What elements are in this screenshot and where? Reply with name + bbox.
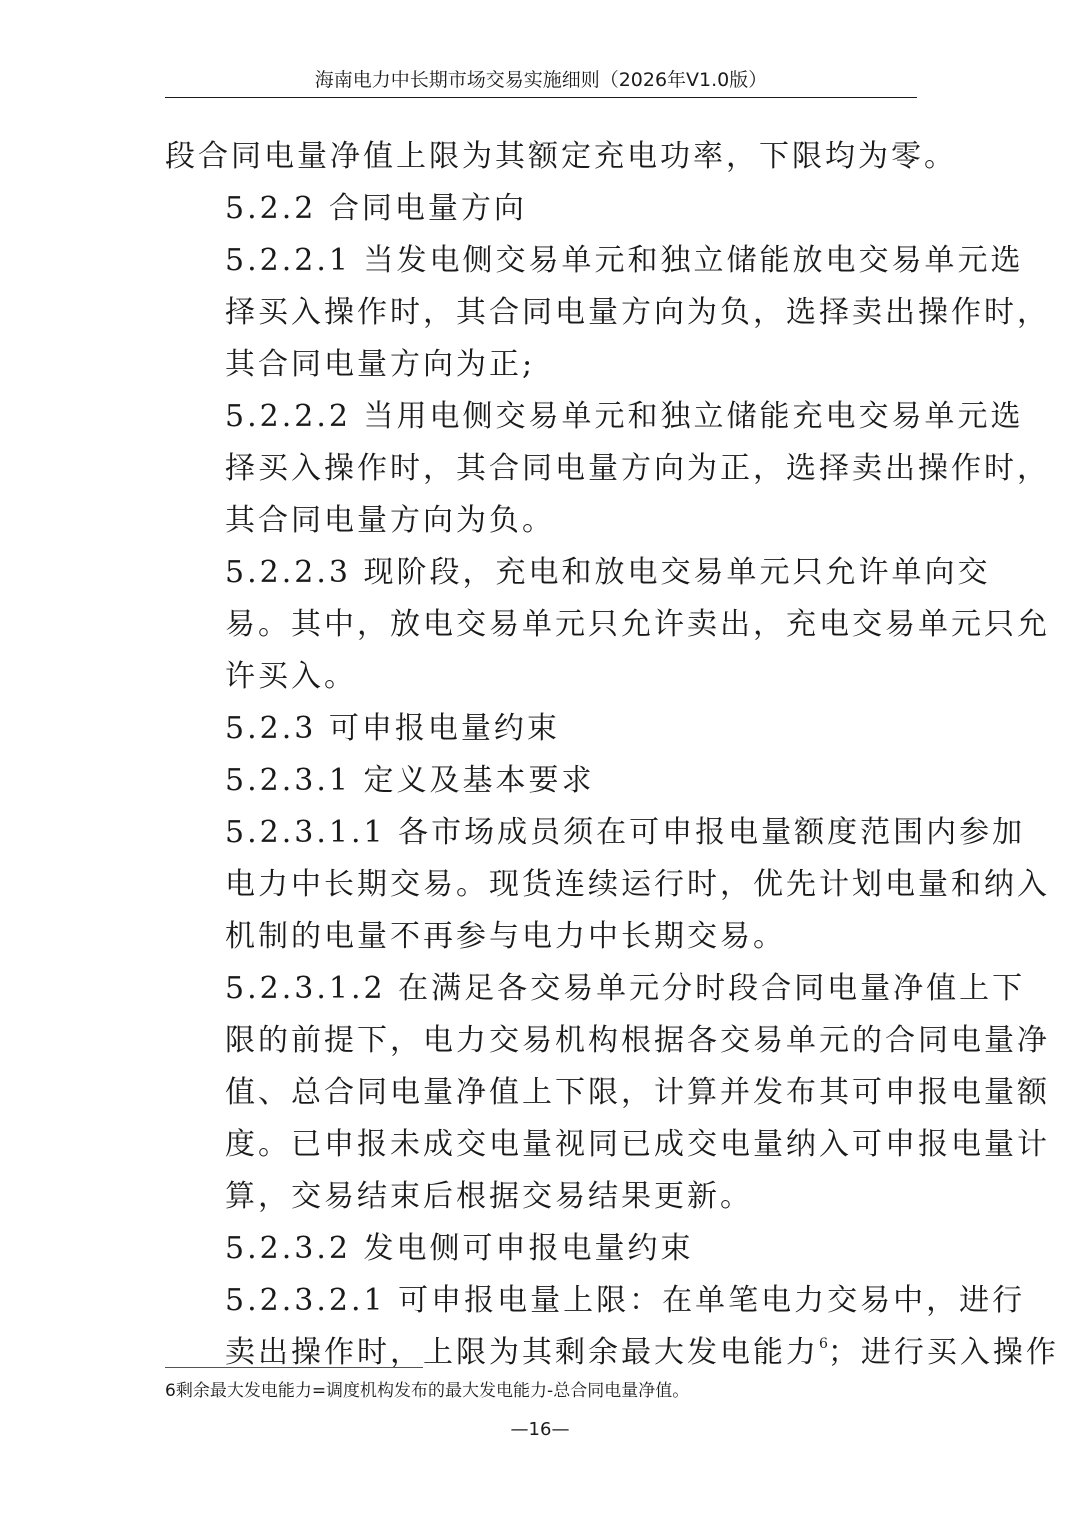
section-heading-5-2-2 — [165, 183, 917, 235]
section-heading-5-2-3-2 — [165, 1223, 917, 1275]
text-line: 算，交易结束后根据交易结果更新。 — [225, 1179, 753, 1214]
footnote: 6剩余最大发电能力=调度机构发布的最大发电能力-总合同电量净值。 — [165, 1381, 690, 1401]
text-line: 择买入操作时，其合同电量方向为正，选择卖出操作时， — [225, 451, 1050, 486]
text-line: 5.2.3 可申报电量约束 — [225, 711, 560, 746]
text-line: 电力中长期交易。现货连续运行时，优先计划电量和纳入 — [225, 867, 1050, 902]
text-line: 5.2.3.1.2 在满足各交易单元分时段合同电量净值上下 — [225, 971, 1026, 1006]
paragraph-5-2-2-1 — [165, 235, 1050, 391]
paragraph-5-2-3-2-1 — [165, 1275, 1059, 1379]
page-number: —16— — [510, 1419, 570, 1440]
text-line: 许买入。 — [225, 659, 357, 694]
paragraph-5-2-3-1-1 — [165, 807, 1050, 963]
text-line: 段合同电量净值上限为其额定充电功率，下限均为零。 — [165, 139, 957, 174]
running-header: 海南电力中长期市场交易实施细则（2026年V1.0版） — [314, 69, 768, 91]
text-line — [165, 1327, 1059, 1379]
text-line: 5.2.3.2.1 可申报电量上限：在单笔电力交易中，进行 — [225, 1283, 1026, 1318]
text-line: 限的前提下，电力交易机构根据各交易单元的合同电量净 — [225, 1023, 1050, 1058]
text-line: 机制的电量不再参与电力中长期交易。 — [225, 919, 786, 954]
text-line: 5.2.2.1 当发电侧交易单元和独立储能放电交易单元选 — [225, 243, 1024, 278]
text-line: 5.2.2.2 当用电侧交易单元和独立储能充电交易单元选 — [225, 399, 1024, 434]
footnote-divider — [165, 1367, 423, 1368]
text-line: 其合同电量方向为正; — [225, 347, 536, 382]
text-line: 5.2.3.1 定义及基本要求 — [225, 763, 595, 798]
text-line: 其合同电量方向为负。 — [225, 503, 555, 538]
paragraph-5-2-3-1-2 — [165, 963, 1050, 1223]
footnote-reference[interactable]: 6 — [819, 1336, 828, 1352]
paragraph-5-2-2-2 — [165, 391, 1050, 547]
text-line: 择买入操作时，其合同电量方向为负，选择卖出操作时， — [225, 295, 1050, 330]
text-line: 易。其中，放电交易单元只允许卖出，充电交易单元只允 — [225, 607, 1050, 642]
paragraph-continuation — [165, 131, 957, 183]
text-line: 值、总合同电量净值上下限，计算并发布其可申报电量额 — [225, 1075, 1050, 1110]
text-line: 5.2.2 合同电量方向 — [225, 191, 527, 226]
paragraph-5-2-2-3 — [165, 547, 1050, 703]
body-text — [165, 131, 1059, 1379]
section-heading-5-2-3 — [165, 703, 917, 755]
text-line: 5.2.2.3 现阶段，充电和放电交易单元只允许单向交 — [225, 555, 991, 590]
text-segment: 卖出操作时，上限为其剩余最大发电能力 — [225, 1335, 819, 1370]
section-heading-5-2-3-1 — [165, 755, 917, 807]
text-line: 度。已申报未成交电量视同已成交电量纳入可申报电量计 — [225, 1127, 1050, 1162]
text-line: 5.2.3.2 发电侧可申报电量约束 — [225, 1231, 694, 1266]
header-divider — [165, 97, 917, 98]
text-segment: ；进行买入操作 — [827, 1335, 1059, 1370]
text-line: 5.2.3.1.1 各市场成员须在可申报电量额度范围内参加 — [225, 815, 1026, 850]
